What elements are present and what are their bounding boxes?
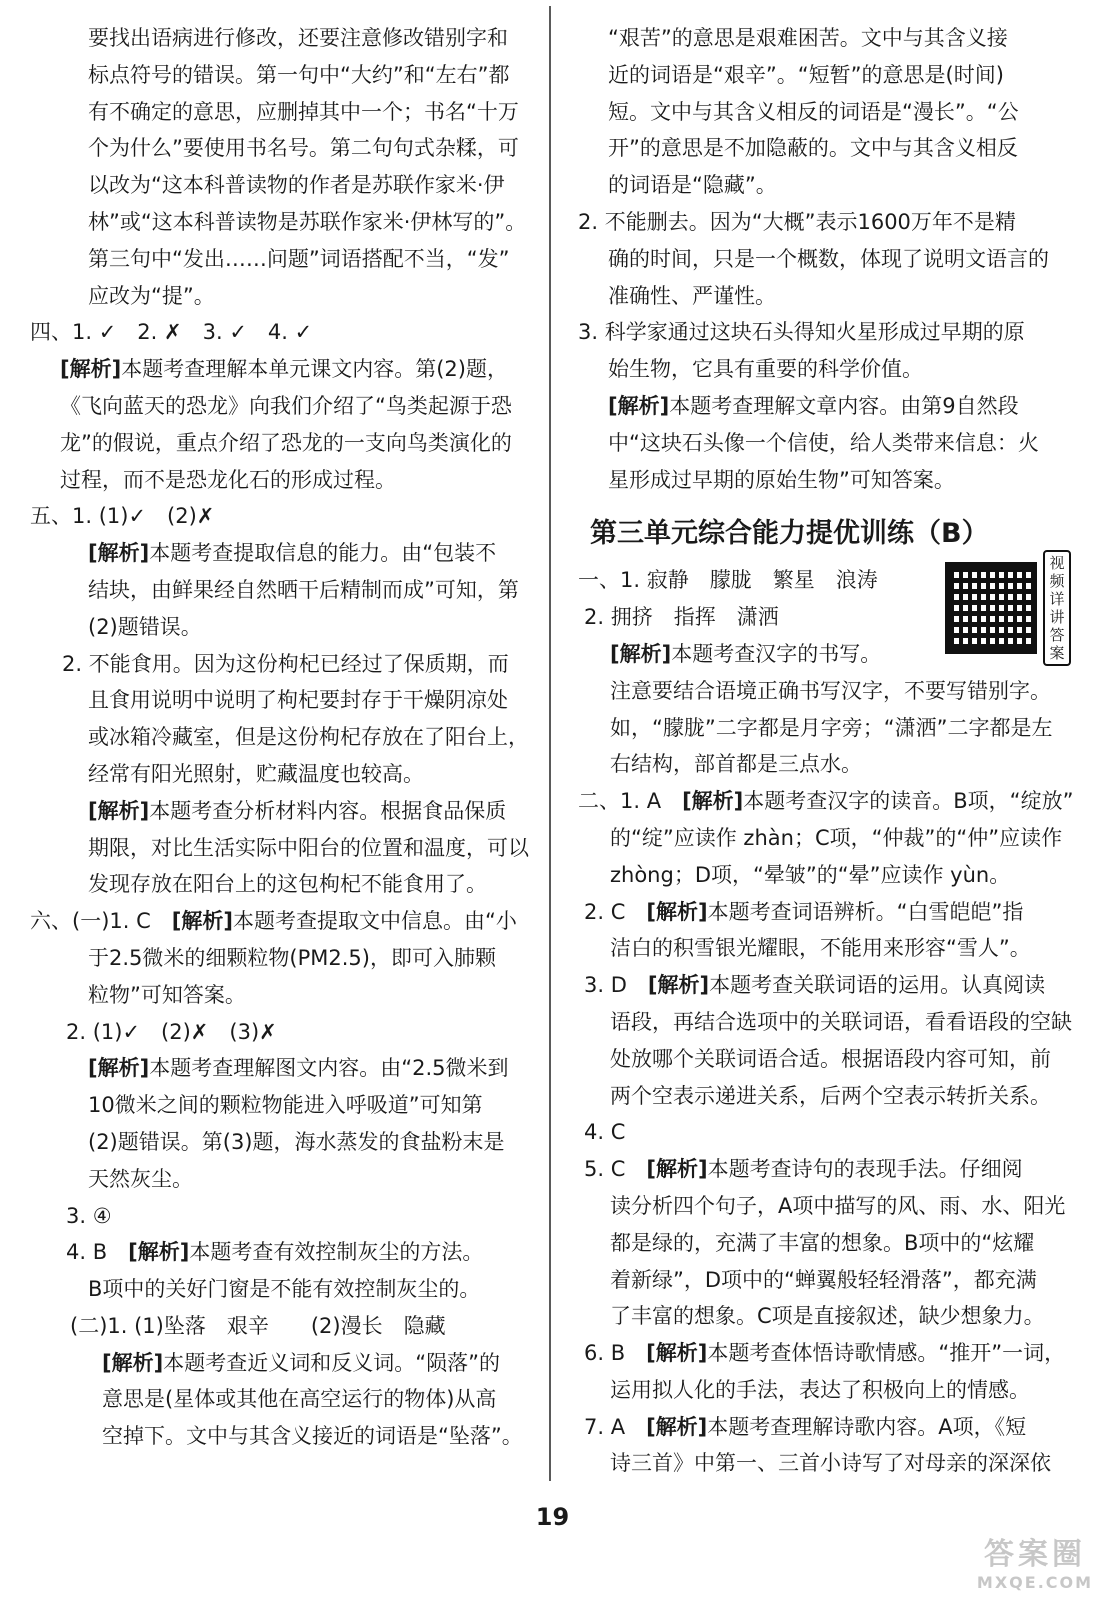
text-line (578, 1298, 1075, 1335)
analysis-tag: [解析] (171, 909, 233, 934)
line-text: 的词语是“隐藏”。 (608, 173, 777, 198)
line-text: 以改为“这本科普读物的作者是苏联作家米·伊 (88, 173, 505, 198)
line-text: 本题考查汉字的书写。 (671, 641, 882, 666)
line-text: 都是绿的，充满了丰富的想象。B项中的“炫耀 (610, 1230, 1035, 1255)
text-line (578, 1409, 1075, 1446)
analysis-tag: [解析] (647, 973, 710, 998)
line-text: 或冰箱冷藏室，但是这份枸杞存放在了阳台上， (88, 725, 529, 750)
line-text: 右结构，部首都是三点水。 (610, 752, 862, 777)
text-line (30, 903, 530, 940)
text-line (30, 57, 530, 94)
line-text: 10微米之间的颗粒物能进入呼吸道”可知第 (88, 1093, 483, 1118)
text-line (30, 1234, 530, 1271)
analysis-tag: [解析] (88, 1056, 150, 1081)
line-text: 2. 不能食用。因为这份枸杞已经过了保质期，而 (62, 651, 509, 676)
text-line (578, 710, 1075, 747)
text-line (30, 204, 530, 241)
line-text: 的“绽”应读作 zhàn；C项，“仲裁”的“仲”应读作 (610, 825, 1063, 850)
line-text: 短。文中与其含义相反的词语是“漫长”。“公 (608, 99, 1019, 124)
line-text: (2)题错误。第(3)题，海水蒸发的食盐粉末是 (88, 1129, 505, 1154)
text-line (578, 1445, 1075, 1482)
line-text: 开”的意思是不加隐蔽的。文中与其含义相反 (608, 136, 1018, 161)
line-text: 本题考查词语辨析。“白雪皑皑”指 (707, 899, 1024, 924)
line-text: 2. C (584, 899, 647, 924)
line-text: 两个空表示递进关系，后两个空表示转折关系。 (610, 1083, 1051, 1108)
text-line (30, 830, 530, 867)
line-text: 于2.5微米的细颗粒物(PM2.5)，即可入肺颗 (88, 945, 496, 970)
line-text: “艰苦”的意思是艰难困苦。文中与其含义接 (608, 26, 1008, 50)
line-text: 第三句中“发出……问题”词语搭配不当，“发” (88, 246, 510, 271)
text-line (578, 783, 1075, 820)
text-line (30, 1124, 530, 1161)
line-text: 二、1. A (578, 789, 683, 814)
line-text: 了丰富的想象。C项是直接叙述，缺少想象力。 (610, 1304, 1045, 1329)
text-line (30, 388, 530, 425)
line-text: 2. 不能删去。因为“大概”表示1600万年不是精 (578, 209, 1016, 234)
line-text: 应改为“提”。 (88, 283, 215, 308)
line-text: 龙”的假说，重点介绍了恐龙的一支向鸟类演化的 (60, 430, 512, 455)
line-text: (2)题错误。 (88, 614, 202, 639)
text-line (578, 462, 1075, 499)
right-bottom-block (578, 554, 1075, 1482)
analysis-tag: [解析] (608, 393, 670, 418)
qr-code-icon[interactable] (945, 562, 1037, 654)
text-line (30, 1418, 530, 1455)
line-text: 洁白的积雪银光耀眼，不能用来形容“雪人”。 (610, 936, 1031, 961)
line-text: 注意要结合语境正确书写汉字，不要写错别字。 (610, 678, 1051, 703)
text-line (578, 57, 1075, 94)
text-line (578, 1114, 1075, 1151)
line-text: 始生物，它具有重要的科学价值。 (608, 357, 923, 382)
text-line (30, 1345, 530, 1382)
line-text: 诗三首》中第一、三首小诗写了对母亲的深深依 (610, 1451, 1051, 1476)
text-line (30, 646, 530, 683)
line-text: 要找出语病进行修改，还要注意修改错别字和 (88, 26, 508, 50)
line-text: 期限，对比生活实际中阳台的位置和温度，可以 (88, 835, 529, 860)
text-line (578, 820, 1075, 857)
line-text: 4. C (584, 1120, 626, 1145)
line-text: 5. C (584, 1157, 647, 1182)
analysis-tag: [解析] (88, 541, 150, 566)
line-text: 《飞向蓝天的恐龙》向我们介绍了“鸟类起源于恐 (60, 393, 512, 418)
right-top-text (578, 20, 1075, 498)
line-text: zhòng；D项，“晕皱”的“晕”应读作 yùn。 (610, 862, 1011, 887)
line-text: 个为什么”要使用书名号。第二句句式杂糅，可 (88, 136, 519, 161)
text-line (578, 314, 1075, 351)
text-line (578, 746, 1075, 783)
line-text: 本题考查汉字的读音。B项，“绽放” (743, 789, 1074, 814)
line-text: 本题考查分析材料内容。根据食品保质 (149, 798, 507, 823)
text-line (578, 894, 1075, 931)
text-line (578, 1262, 1075, 1299)
page-number: 19 (535, 1503, 570, 1531)
line-text: 六、(一)1. C (30, 909, 172, 934)
line-text: 读分析四个句子，A项中描写的风、雨、水、阳光 (610, 1193, 1066, 1218)
text-line (30, 1014, 530, 1051)
analysis-tag: [解析] (646, 1414, 708, 1439)
text-line (30, 682, 530, 719)
line-text: 本题考查理解本单元课文内容。第(2)题， (121, 357, 508, 382)
line-text: 6. B (584, 1341, 647, 1366)
line-text: 本题考查体悟诗歌情感。“推开”一词， (707, 1341, 1066, 1366)
text-line (578, 930, 1075, 967)
line-text: 本题考查提取信息的能力。由“包装不 (149, 541, 497, 566)
text-line (30, 1381, 530, 1418)
left-column (30, 20, 530, 1455)
text-line (578, 967, 1075, 1004)
text-line (578, 1151, 1075, 1188)
line-text: 有不确定的意思，应删掉其中一个；书名“十万 (88, 99, 519, 124)
line-text: 3. ④ (66, 1203, 112, 1228)
line-text: B项中的关好门窗是不能有效控制灰尘的。 (88, 1277, 481, 1302)
line-text: 意思是(星体或其他在高空运行的物体)从高 (102, 1387, 497, 1412)
text-line (30, 20, 530, 57)
text-line (30, 1308, 530, 1345)
text-line (30, 756, 530, 793)
line-text: 本题考查有效控制灰尘的方法。 (189, 1240, 484, 1265)
line-text: 中“这块石头像一个信使，给人类带来信息：火 (608, 430, 1039, 455)
line-text: 本题考查理解文章内容。由第9自然段 (669, 393, 1019, 418)
line-text: 语段，再结合选项中的关联词语，看看语段的空缺 (610, 1009, 1072, 1034)
text-line (578, 20, 1075, 57)
line-text: 7. A (584, 1414, 647, 1439)
text-line (578, 388, 1075, 425)
text-line (578, 278, 1075, 315)
line-text: 3. 科学家通过这块石头得知火星形成过早期的原 (578, 320, 1025, 345)
section-title: 第三单元综合能力提优训练（B） (590, 518, 989, 550)
text-line (30, 130, 530, 167)
line-text: 四、1. ✓ 2. ✗ 3. ✓ 4. ✓ (30, 320, 313, 345)
line-text: 粒物”可知答案。 (88, 982, 246, 1007)
line-text: 如，“朦胧”二字都是月字旁；“潇洒”二字都是左 (610, 715, 1053, 740)
line-text: 本题考查理解诗歌内容。A项，《短 (707, 1414, 1027, 1439)
line-text: 本题考查诗句的表现手法。仔细阅 (707, 1157, 1023, 1182)
text-line (578, 1225, 1075, 1262)
text-line (578, 1335, 1075, 1372)
text-line (30, 1198, 530, 1235)
text-line (30, 241, 530, 278)
line-text: 准确性、严谨性。 (608, 283, 776, 308)
line-text: 标点符号的错误。第一句中“大约”和“左右”都 (88, 62, 510, 87)
text-line (30, 940, 530, 977)
watermark (975, 1529, 1095, 1592)
line-text: 且食用说明中说明了枸杞要封存于干燥阴凉处 (88, 688, 508, 713)
line-text: 3. D (584, 973, 648, 998)
right-bottom-text (578, 562, 1075, 1482)
text-line (30, 94, 530, 131)
line-text: 2. 拥挤 指挥 潇洒 (584, 605, 779, 630)
watermark-url: MXQE.COM (976, 1573, 1094, 1592)
text-line (30, 498, 530, 535)
analysis-tag: [解析] (128, 1240, 190, 1265)
line-text: 本题考查提取文中信息。由“小 (232, 909, 517, 934)
line-text: 空掉下。文中与其含义接近的词语是“坠落”。 (102, 1424, 523, 1449)
text-line (30, 793, 530, 830)
analysis-tag: [解析] (610, 641, 672, 666)
text-line (30, 462, 530, 499)
line-text: 过程，而不是恐龙化石的形成过程。 (60, 467, 396, 492)
line-text: 经常有阳光照射，贮藏温度也较高。 (88, 761, 424, 786)
text-line (30, 167, 530, 204)
text-line (578, 1188, 1075, 1225)
text-line (30, 866, 530, 903)
text-line (30, 314, 530, 351)
qr-block[interactable] (945, 554, 1073, 663)
line-text: 本题考查理解图文内容。由“2.5微米到 (149, 1056, 509, 1081)
text-line (578, 1078, 1075, 1115)
text-line (578, 167, 1075, 204)
line-text: 近的词语是“艰辛”。“短暂”的意思是(时间) (608, 62, 1004, 87)
text-line (578, 1004, 1075, 1041)
text-line (30, 1161, 530, 1198)
text-line (30, 351, 530, 388)
line-text: 运用拟人化的手法，表达了积极向上的情感。 (610, 1377, 1030, 1402)
text-line (578, 1041, 1075, 1078)
qr-label: 视频详讲答案 (1043, 550, 1071, 666)
line-text: (二)1. (1)坠落 艰辛 (2)漫长 隐藏 (70, 1313, 446, 1338)
text-line (578, 351, 1075, 388)
text-line (30, 609, 530, 646)
line-text: 星形成过早期的原始生物”可知答案。 (608, 467, 955, 492)
analysis-tag: [解析] (646, 899, 708, 924)
line-text: 天然灰尘。 (88, 1166, 193, 1191)
line-text: 本题考查近义词和反义词。“陨落”的 (163, 1350, 500, 1375)
text-line (30, 278, 530, 315)
line-text: 结块，由鲜果经自然晒干后精制而成”可知，第 (88, 577, 519, 602)
text-line (578, 857, 1075, 894)
watermark-title: 答案圈 (984, 1537, 1086, 1572)
text-line (578, 425, 1075, 462)
analysis-tag: [解析] (102, 1350, 164, 1375)
line-text: 2. (1)✓ (2)✗ (3)✗ (66, 1019, 277, 1044)
text-line (30, 1050, 530, 1087)
text-line (30, 535, 530, 572)
analysis-tag: [解析] (646, 1157, 708, 1182)
line-text: 确的时间，只是一个概数，体现了说明文语言的 (608, 246, 1049, 271)
text-line (578, 241, 1075, 278)
line-text: 处放哪个关联词语合适。根据语段内容可知，前 (610, 1046, 1051, 1071)
text-line (578, 94, 1075, 131)
text-line (578, 673, 1075, 710)
text-line (30, 1087, 530, 1124)
line-text: 本题考查关联词语的运用。认真阅读 (709, 973, 1046, 998)
line-text: 着新绿”，D项中的“蝉翼般轻轻滑落”，都充满 (610, 1267, 1037, 1292)
column-divider (549, 6, 551, 1481)
line-text: 林”或“这本科普读物是苏联作家米·伊林写的”。 (88, 209, 527, 234)
text-line (578, 204, 1075, 241)
right-column (578, 20, 1075, 1482)
text-line (30, 977, 530, 1014)
analysis-tag: [解析] (682, 789, 744, 814)
text-line (30, 1271, 530, 1308)
text-line (30, 719, 530, 756)
text-line (578, 130, 1075, 167)
line-text: 4. B (66, 1240, 129, 1265)
line-text: 发现存放在阳台上的这包枸杞不能食用了。 (88, 872, 487, 897)
line-text: 一、1. 寂静 朦胧 繁星 浪涛 (578, 568, 878, 593)
analysis-tag: [解析] (646, 1341, 708, 1366)
analysis-tag: [解析] (60, 357, 122, 382)
text-line (30, 425, 530, 462)
text-line (578, 1372, 1075, 1409)
analysis-tag: [解析] (88, 798, 150, 823)
line-text: 五、1. (1)✓ (2)✗ (30, 504, 215, 529)
text-line (30, 572, 530, 609)
